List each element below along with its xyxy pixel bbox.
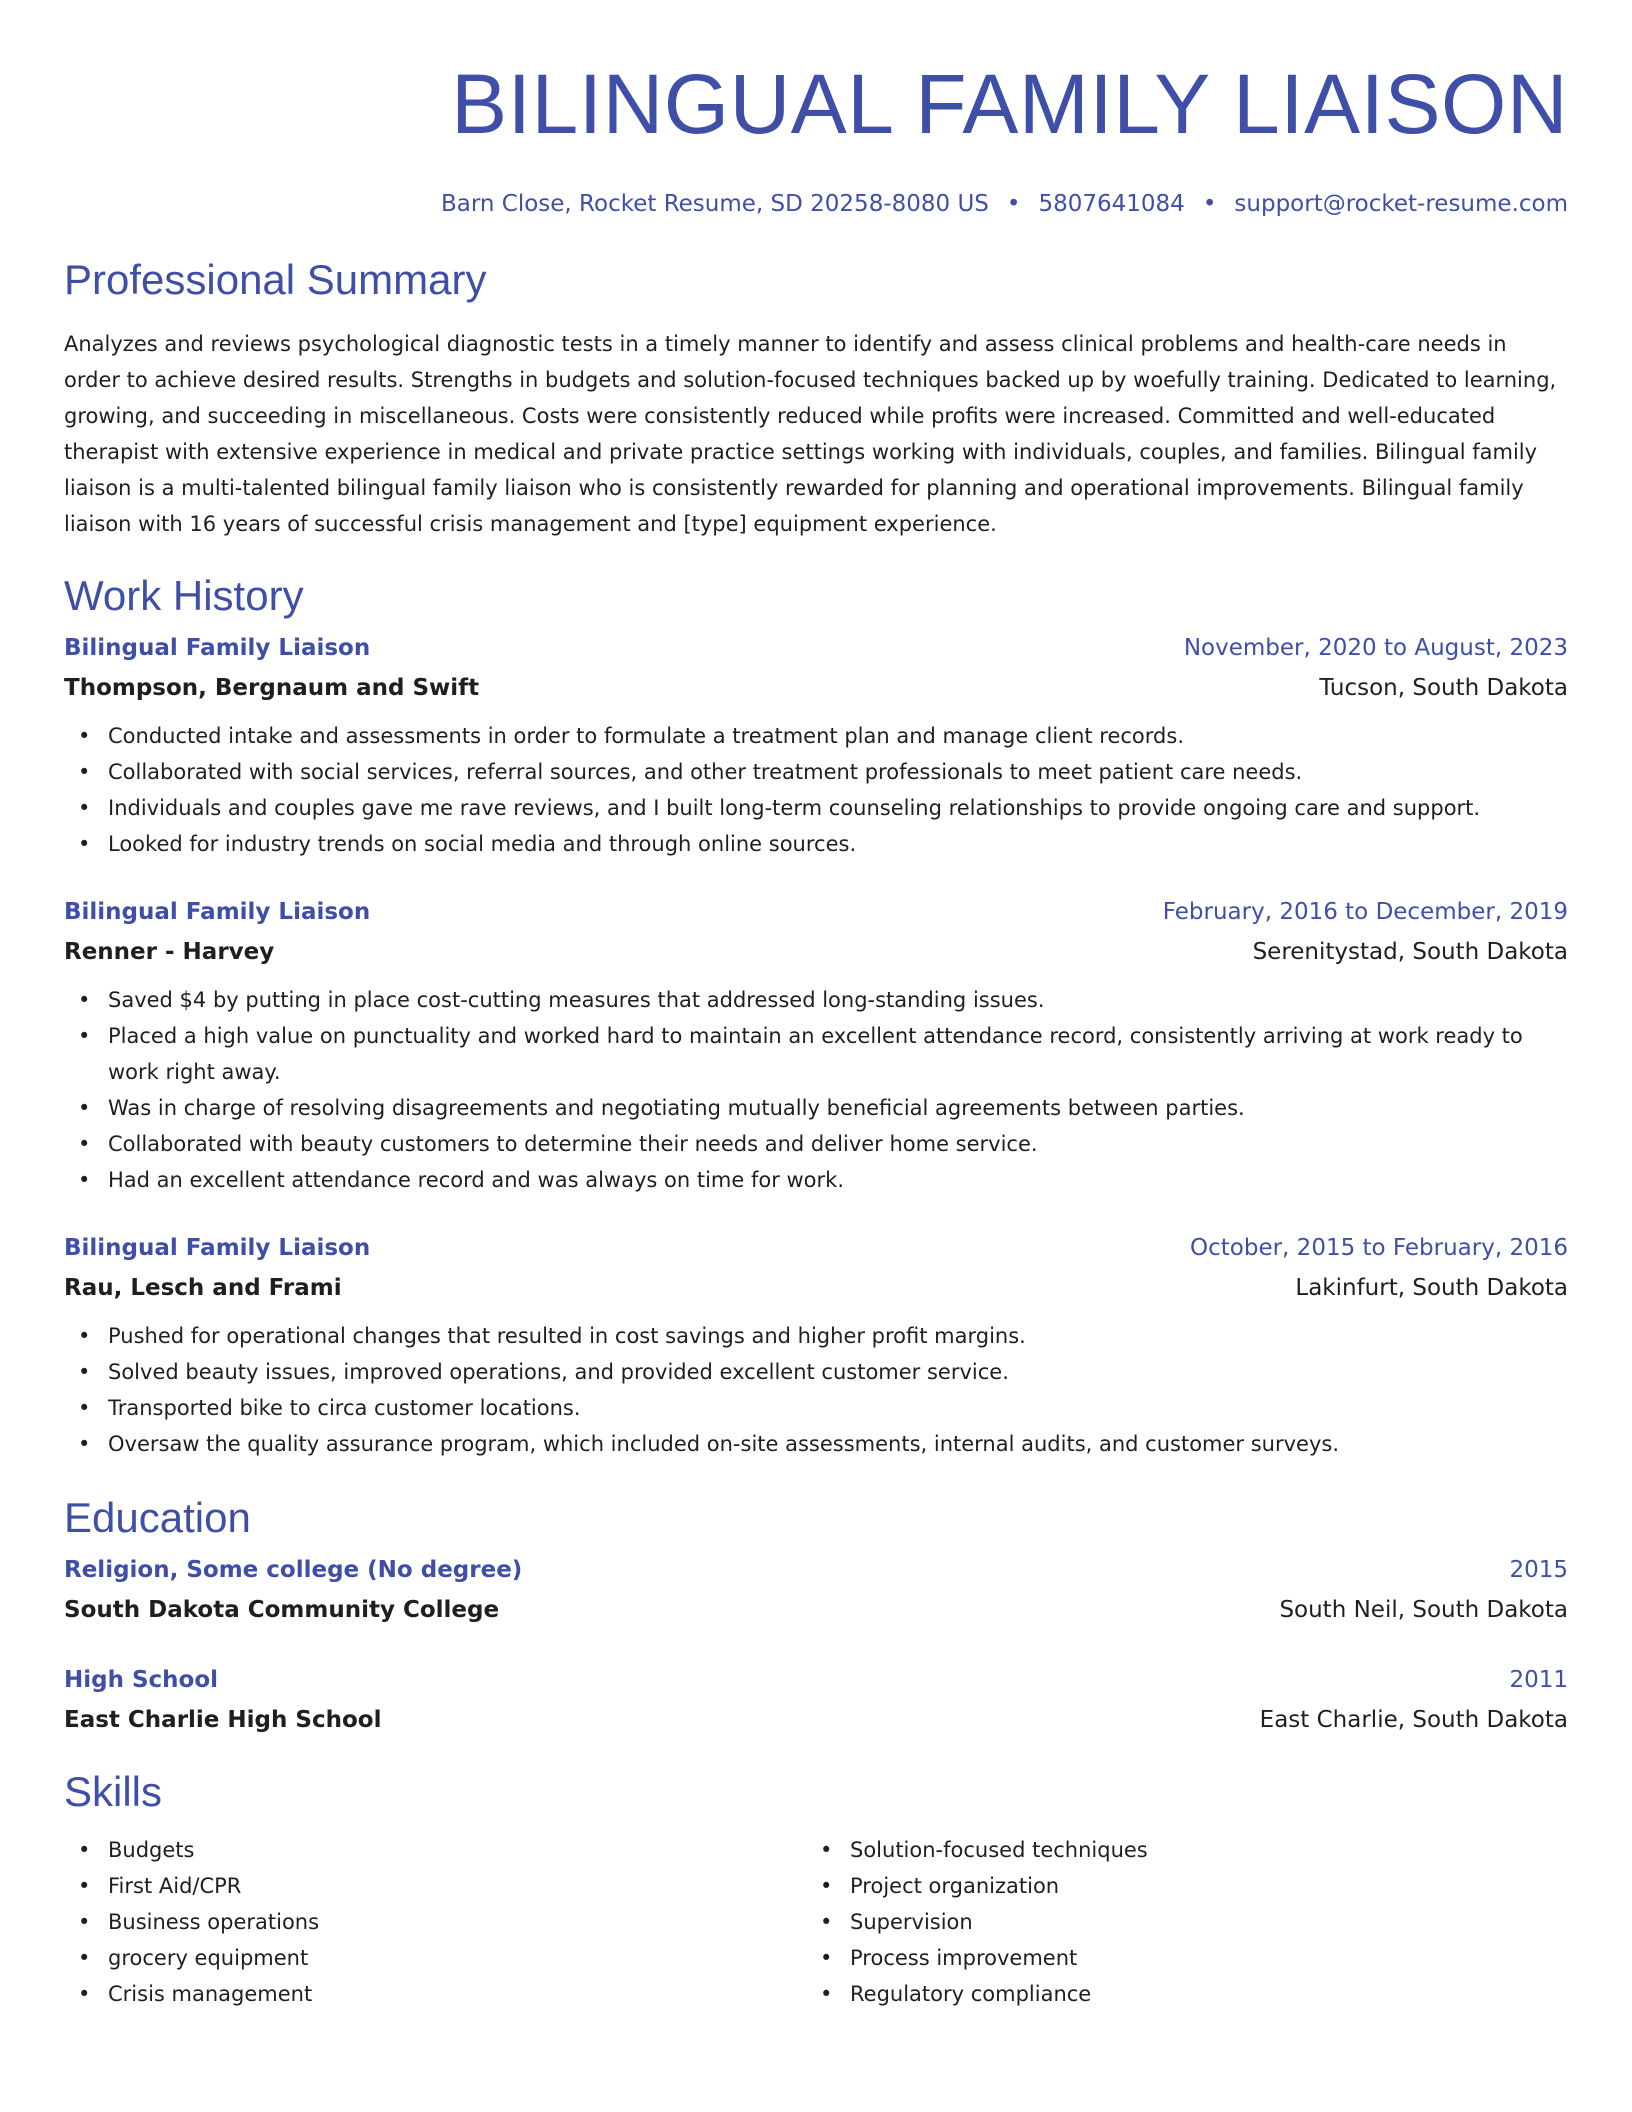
skills-grid [64,1832,1568,2012]
job-entry [64,896,1568,1198]
job-dates: February, 2016 to December, 2019 [1162,899,1568,925]
summary-section [64,254,1568,542]
skills-section [64,1766,1568,2012]
list-item: • grocery equipment [64,1940,806,1976]
job-title: Bilingual Family Liaison [64,1235,371,1261]
job-company: Thompson, Bergnaum and Swift [64,675,480,701]
job-entry [64,632,1568,862]
contact-email: support@rocket-resume.com [1234,191,1568,217]
education-heading: Education [64,1494,251,1541]
job-dates: October, 2015 to February, 2016 [1190,1235,1568,1261]
list-item: • Transported bike to circa customer locations. [64,1390,1568,1426]
education-degree: High School [64,1667,219,1693]
education-school-row [64,1594,1568,1626]
education-location: South Neil, South Dakota [1279,1597,1568,1623]
summary-text: Analyzes and reviews psychological diagnostic tests in a timely manner to identify and assess clinical problems and health-care needs in order to achieve desired results. Strengths in budgets and solution-focused techniques backed up by woefully training. Dedicated to learning, growing, and succeeding in miscellaneous. Costs were consistently reduced while profits were increased. Committed and well-educated therapist with extensive experience in medical and private practice settings working with individuals, couples, and families. Bilingual family liaison is a multi-talented bilingual family liaison who is consistently rewarded for planning and operational improvements. Bilingual family liaison with 16 years of successful crisis management and [type] equipment experience. [64,332,1557,536]
list-item: • Oversaw the quality assurance program, which included on-site assessments, internal audits, and customer surveys. [64,1426,1568,1462]
job-location: Lakinfurt, South Dakota [1295,1275,1568,1301]
job-location: Serenitystad, South Dakota [1252,939,1568,965]
list-item: • Crisis management [64,1976,806,2012]
education-location: East Charlie, South Dakota [1259,1707,1568,1733]
list-item: • Looked for industry trends on social media and through online sources. [64,826,1568,862]
list-item: • Budgets [64,1832,806,1868]
list-item: • First Aid/CPR [64,1868,806,1904]
contact-separator: • [1202,191,1217,217]
job-company: Renner - Harvey [64,939,275,965]
job-title-row [64,1232,1568,1264]
list-item: • Collaborated with beauty customers to determine their needs and deliver home service. [64,1126,1568,1162]
skills-heading: Skills [64,1768,163,1815]
education-school-row [64,1704,1568,1736]
job-company-row [64,672,1568,704]
list-item: • Solution-focused techniques [806,1832,1548,1868]
job-company-row [64,1272,1568,1304]
list-item: • Supervision [806,1904,1548,1940]
work-history-section [64,570,1568,1462]
job-location: Tucson, South Dakota [1319,675,1568,701]
work-history-heading: Work History [64,572,304,619]
list-item: • Business operations [64,1904,806,1940]
summary-heading: Professional Summary [64,256,487,303]
contact-line [64,189,1568,219]
education-entry [64,1664,1568,1736]
education-degree-row [64,1664,1568,1696]
job-bullets [64,982,1568,1198]
job-title: Bilingual Family Liaison [64,635,371,661]
list-item: • Regulatory compliance [806,1976,1548,2012]
education-degree: Religion, Some college (No degree) [64,1557,523,1583]
list-item: • Was in charge of resolving disagreements and negotiating mutually beneficial agreements between parties. [64,1090,1568,1126]
education-section [64,1492,1568,1736]
contact-address: Barn Close, Rocket Resume, SD 20258-8080 US [440,191,989,217]
education-year: 2011 [1509,1667,1568,1693]
list-item: • Placed a high value on punctuality and worked hard to maintain an excellent attendance record, consistently arriving at work ready to work right away. [64,1018,1568,1090]
list-item: • Process improvement [806,1940,1548,1976]
list-item: • Collaborated with social services, referral sources, and other treatment professionals to meet patient care needs. [64,754,1568,790]
contact-separator: • [1006,191,1021,217]
list-item: • Individuals and couples gave me rave reviews, and I built long-term counseling relationships to provide ongoing care and support. [64,790,1568,826]
job-bullets [64,718,1568,862]
job-bullets [64,1318,1568,1462]
education-entry [64,1554,1568,1626]
list-item: • Had an excellent attendance record and was always on time for work. [64,1162,1568,1198]
education-school: South Dakota Community College [64,1597,500,1623]
list-item: • Project organization [806,1868,1548,1904]
skills-column-left [64,1832,806,2012]
job-entry [64,1232,1568,1462]
candidate-name: BILINGUAL FAMILY LIAISON [451,57,1568,151]
contact-phone: 5807641084 [1038,191,1185,217]
list-item: • Saved $4 by putting in place cost-cutting measures that addressed long-standing issues. [64,982,1568,1018]
list-item: • Conducted intake and assessments in order to formulate a treatment plan and manage client records. [64,718,1568,754]
list-item: • Pushed for operational changes that resulted in cost savings and higher profit margins. [64,1318,1568,1354]
skills-column-right [806,1832,1548,2012]
job-title-row [64,632,1568,664]
job-title-row [64,896,1568,928]
resume-page [64,0,1568,2012]
list-item: • Solved beauty issues, improved operations, and provided excellent customer service. [64,1354,1568,1390]
job-company: Rau, Lesch and Frami [64,1275,342,1301]
job-title: Bilingual Family Liaison [64,899,371,925]
education-degree-row [64,1554,1568,1586]
job-dates: November, 2020 to August, 2023 [1183,635,1568,661]
education-school: East Charlie High School [64,1707,382,1733]
job-company-row [64,936,1568,968]
education-year: 2015 [1509,1557,1568,1583]
